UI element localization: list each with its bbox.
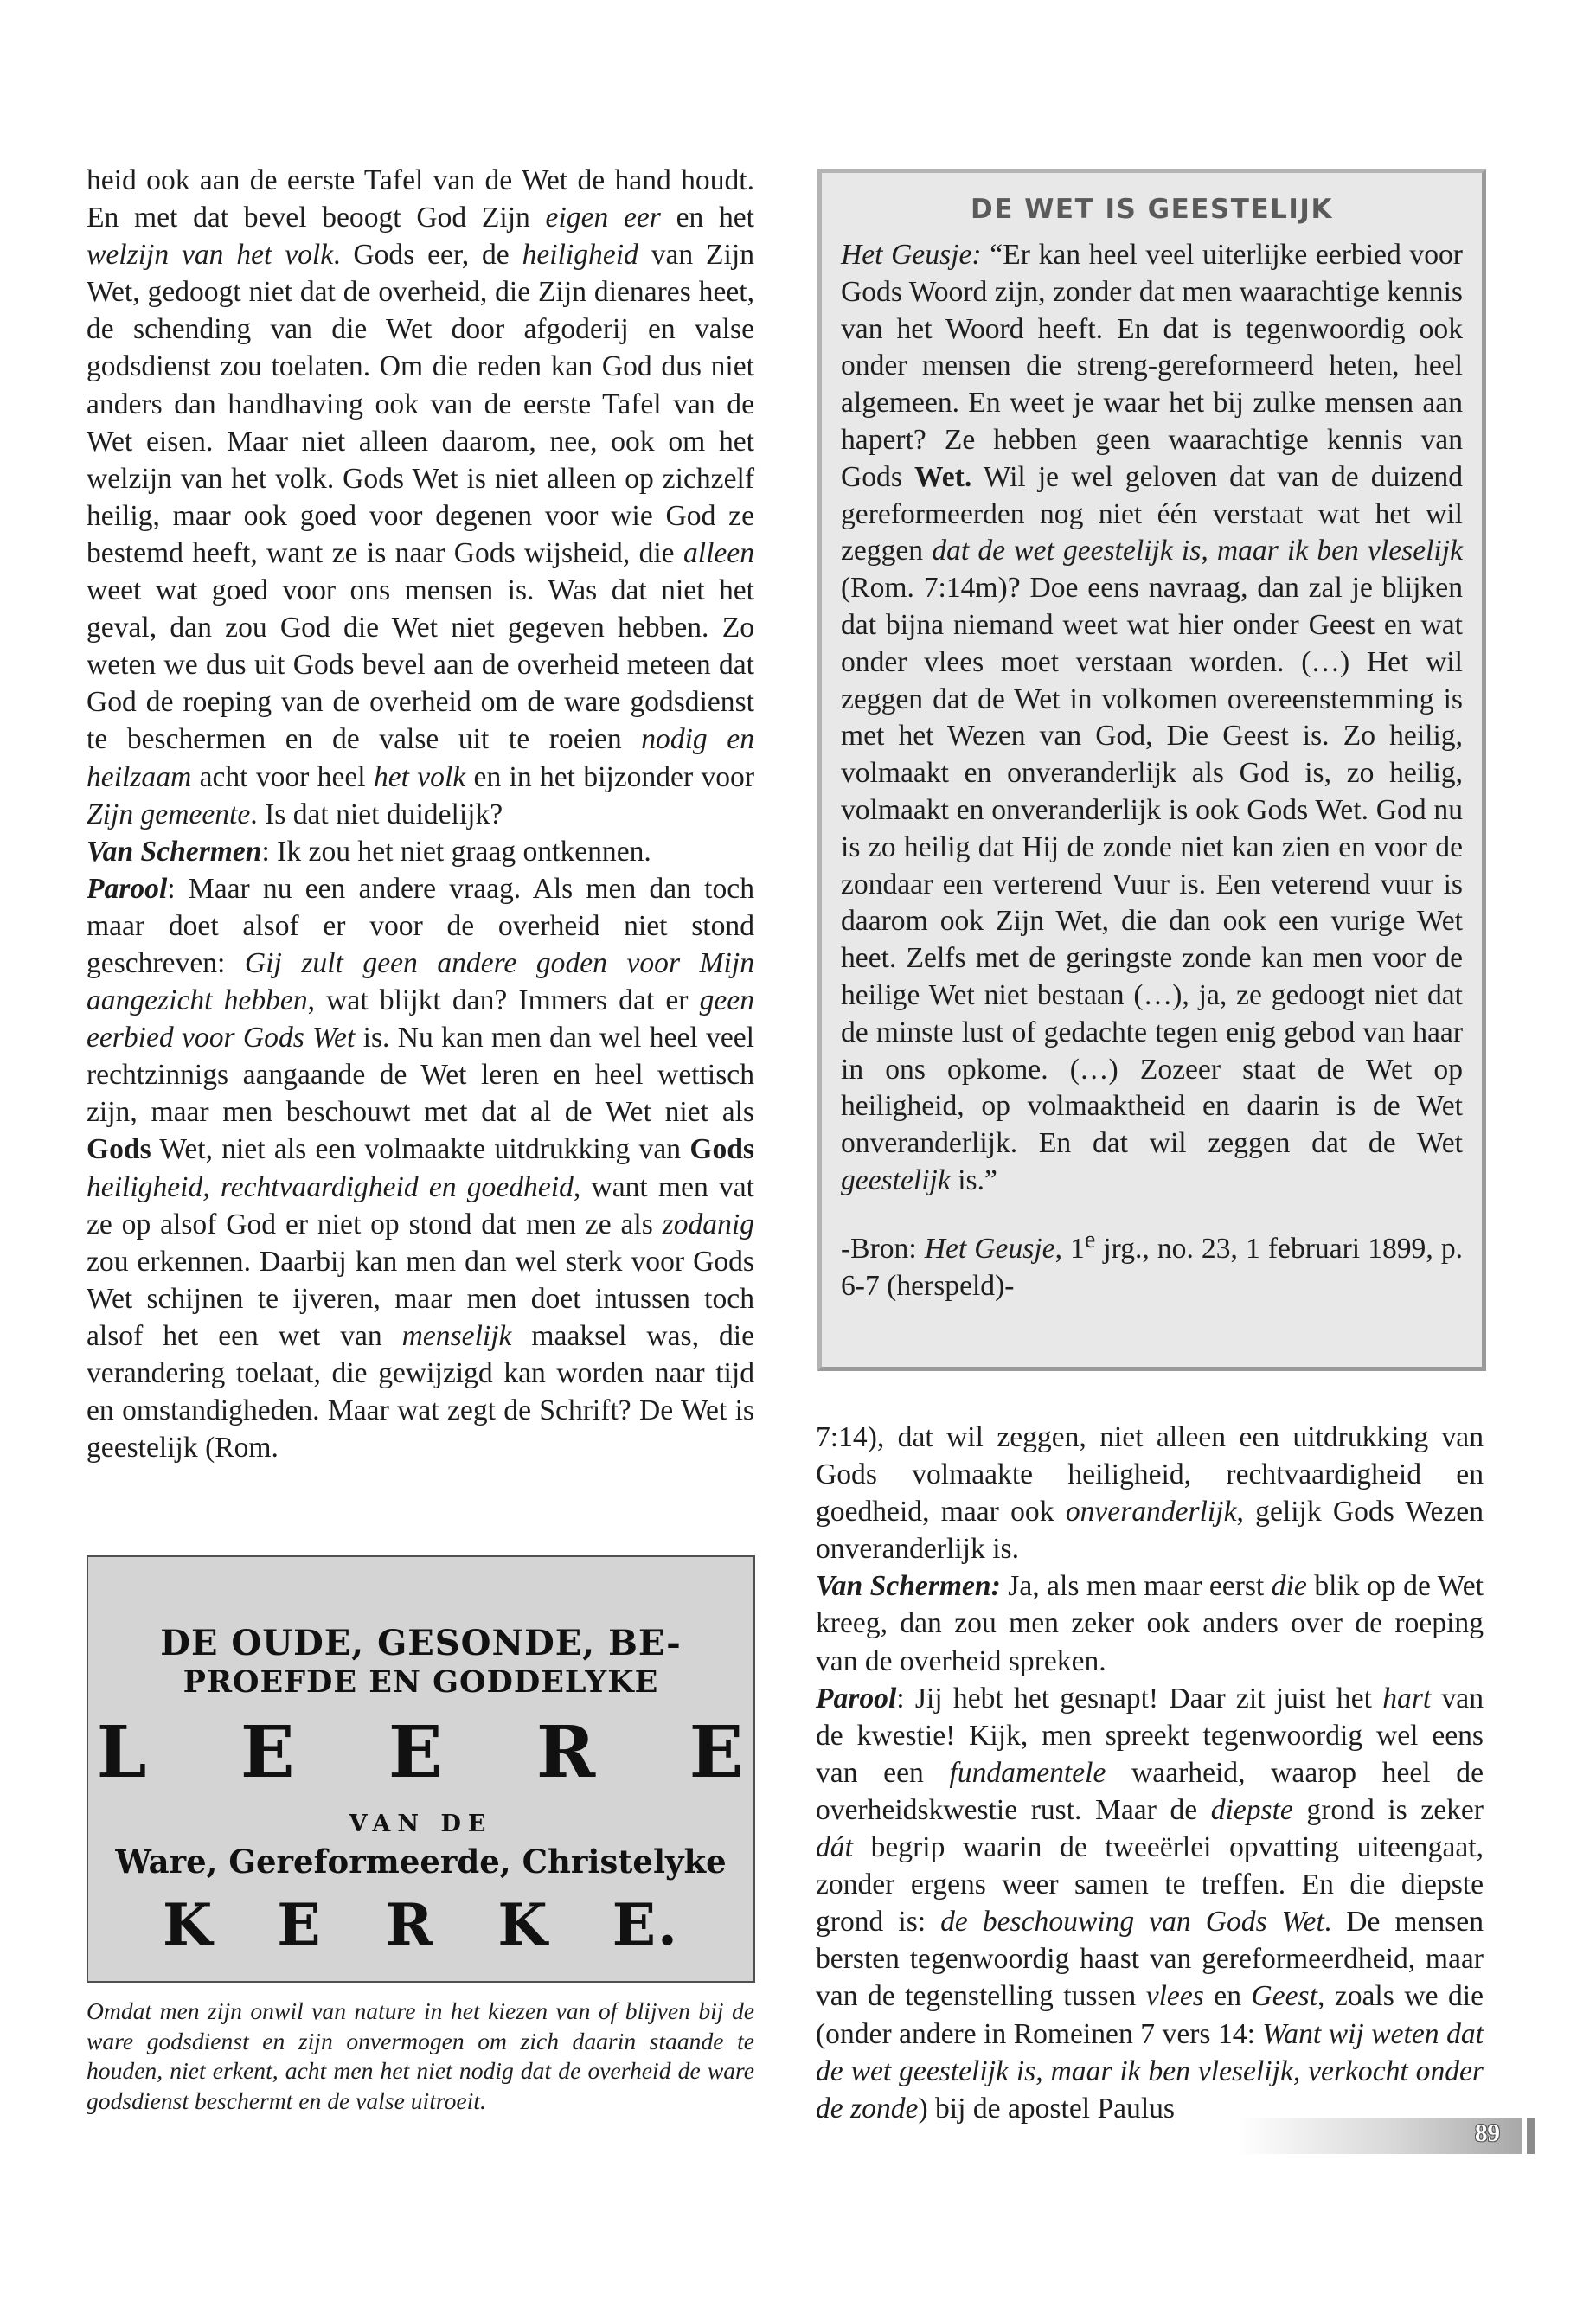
speaker-name: Parool (816, 1682, 897, 1715)
paragraph: Parool: Maar nu een andere vraag. Als men dan toch maar doet alsof er voor de overheid niet stond geschreven: Gij zult geen andere goden voor Mijn aangezicht hebben, wat blijkt dan? Immers dat er geen eerbied voor Gods Wet is. Nu kan men dan wel heel veel rechtzinnigs aangaande de Wet leren en heel wettisch zijn, maar men beschouwt met dat al de Wet niet als Gods Wet, niet als een volmaakte uitdrukking van Gods heiligheid, rechtvaardigheid en goedheid, want men vat ze op alsof God er niet op stond dat men ze als zodanig zou erkennen. Daarbij kan men dan wel sterk voor Gods Wet schijnen te ijveren, maar men doet intussen toch alsof het een wet van menselijk maaksel was, die verandering toelaat, die gewijzigd kan worden naar tijd en omstandigheden. Maar wat zegt de Schrift? De Wet is geestelijk (Rom. (87, 872, 755, 1465)
speaker-name: Parool (87, 872, 168, 905)
figure-line: VAN DE (349, 1811, 493, 1837)
paragraph: 7:14), dat wil zeggen, niet alleen een uitdrukking van Gods volmaakte heiligheid, rechtvaardigheid en goedheid, maar ook onveranderlijk, gelijk Gods Wezen onveranderlijk is. (816, 1421, 1484, 1566)
figure-caption: Omdat men zijn onwil van nature in het kiezen van of blijven bij de ware godsdienst en zijn onvermogen om zich daarin staande te houden, niet erkent, acht men het niet nodig dat de overheid de ware godsdienst beschermt en de valse uitroeit. (87, 1997, 754, 2114)
paragraph: Van Schermen: Ja, als men maar eerst die blik op de Wet kreeg, dan zou men zeker ook anders over de roeping van de overheid spreken. (816, 1570, 1484, 1677)
paragraph: Parool: Jij hebt het gesnapt! Daar zit juist het hart van de kwestie! Kijk, men spreekt tegenwoordig wel eens van een fundamentele waarheid, waarop heel de overheidskwestie rust. Maar de diepste grond is zeker dát begrip waarin de tweeërlei opvatting uiteengaat, zonder ergens weer samen te treffen. En die diepste grond is: de beschouwing van Gods Wet. De mensen bersten tegenwoordig haast van gereformeerdheid, maar van de tegenstelling tussen vlees en Geest, zoals we die (onder andere in Romeinen 7 vers 14: Want wij weten dat de wet geestelijk is, maar ik ben vleselijk, verkocht onder de zonde) bij de apostel Paulus (816, 1682, 1484, 2125)
title-page-figure (87, 1555, 755, 1983)
sidebar-box (817, 169, 1486, 1371)
sidebar-quote: Het Geusje: “Er kan heel veel uiterlijke eerbied voor Gods Woord zijn, zonder dat men waarachtige kennis van het Woord heeft. En dat is tegenwoordig ook onder mensen die streng-gereformeerd heten, heel algemeen. En weet je waar het bij zulke mensen aan hapert? Ze hebben geen waarachtige kennis van Gods Wet. Wil je wel geloven dat van de duizend gereformeerden nog niet één verstaat wat het wil zeggen dat de wet geestelijk is, maar ik ben vleselijk (Rom. 7:14m)? Doe eens navraag, dan zal je blijken dat bijna niemand weet wat hier onder Geest en wat onder vlees moet verstaan worden. (…) Het wil zeggen dat de Wet in volkomen overeenstemming is met het Wezen van God, Die Geest is. Zo heilig, volmaakt en onveranderlijk als God is, zo heilig, volmaakt en onveranderlijk is ook Gods Wet. God nu is zo heilig dat Hij de zonde niet kan zien en voor de zondaar een verterend Vuur is. Een veterend vuur is daarom ook Zijn Wet, die dan ook een vurige Wet heet. Zelfs met de geringste zonde kan men voor de heilige Wet niet bestaan (…), ja, ze gedoogt niet dat de minste lust of gedachte tegen enig gebod van haar in ons opkome. (…) Zozeer staat de Wet op heiligheid, op volmaaktheid en daarin is de Wet onveranderlijk. En dat wil zeggen dat de Wet geestelijk is.” (841, 239, 1463, 1196)
left-column (87, 162, 754, 1466)
figure-line: K E R K E. (162, 1891, 680, 1958)
page-number-tick (1527, 2118, 1535, 2154)
right-column (816, 1419, 1484, 2127)
figure-line: PROEFDE EN GODDELYKE (183, 1664, 659, 1700)
page-number-bar (1237, 2118, 1522, 2154)
page-number: 89 (1475, 2119, 1500, 2147)
figure-line: DE OUDE, GESONDE, BE- (160, 1623, 682, 1663)
speaker-name: Van Schermen (87, 835, 262, 868)
paragraph: Van Schermen: Ik zou het niet graag ontkennen. (87, 835, 651, 868)
speaker-name: Van Schermen: (816, 1570, 1001, 1603)
paragraph: heid ook aan de eerste Tafel van de Wet de hand houdt. En met dat bevel beoogt God Zijn eigen eer en het welzijn van het volk. Gods eer, de heiligheid van Zijn Wet, gedoogt niet dat de overheid, die Zijn dienares heet, de schending van die Wet door afgoderij en valse godsdienst zou toelaten. Om die reden kan God dus niet anders dan handhaving ook van de eerste Tafel van de Wet eisen. Maar niet alleen daarom, nee, ook om het welzijn van het volk. Gods Wet is niet alleen op zichzelf heilig, maar ook goed voor degenen voor wie God ze bestemd heeft, want ze is naar Gods wijsheid, die alleen weet wat goed voor ons mensen is. Was dat niet het geval, dan zou God die Wet niet gegeven hebben. Zo weten we dus uit Gods bevel aan de overheid meteen dat God de roeping van de overheid om de ware godsdienst te beschermen en de valse uit te roeien nodig en heilzaam acht voor heel het volk en in het bijzonder voor Zijn gemeente. Is dat niet duidelijk? (87, 164, 755, 830)
sidebar-title: DE WET IS GEESTELIJK (971, 194, 1333, 225)
figure-line: Ware, Gereformeerde, Christelyke (115, 1843, 727, 1881)
figure-line: L E E R E (96, 1711, 746, 1794)
sidebar-source: -Bron: Het Geusje, 1e jrg., no. 23, 1 februari 1899, p. 6-7 (herspeld)- (841, 1226, 1464, 1302)
